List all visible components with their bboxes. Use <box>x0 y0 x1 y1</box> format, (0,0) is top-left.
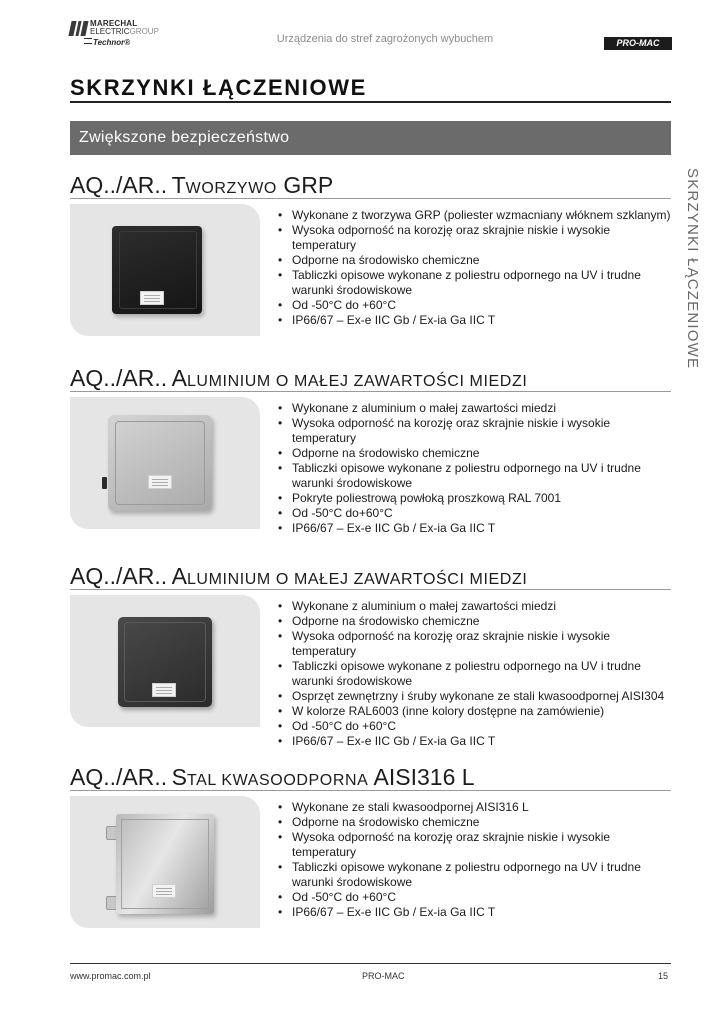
product-features <box>277 401 671 536</box>
page-number: 15 <box>658 971 669 981</box>
feature-item: • Wykonane z aluminium o małej zawartości miedzi <box>277 599 671 614</box>
feature-item: • IP66/67 – Ex-e IIC Gb / Ex-ia Ga IIC T <box>277 734 671 749</box>
product-features <box>277 208 671 328</box>
feature-item: • Tabliczki opisowe wykonane z poliestru odpornego na UV i trudne warunki środowiskowe <box>277 659 671 689</box>
feature-item: • IP66/67 – Ex-e IIC Gb / Ex-ia Ga IIC T <box>277 521 671 536</box>
label-plate-icon <box>152 884 176 898</box>
technor-mark-icon <box>84 38 92 44</box>
section-title: Zwiększone bezpieczeństwo <box>79 129 290 146</box>
footer-brand: PRO-MAC <box>362 971 405 981</box>
product-features <box>277 800 671 920</box>
label-plate-icon <box>148 475 172 489</box>
logo-line3 <box>84 38 130 47</box>
product-title-tail: GRP <box>276 172 334 198</box>
brand-badge: PRO-MAC <box>604 37 672 50</box>
cable-gland-icon <box>102 477 107 489</box>
feature-item: • Odporne na środowisko chemiczne <box>277 614 671 629</box>
feature-item: • Odporne na środowisko chemiczne <box>277 253 671 268</box>
feature-item: • W kolorze RAL6003 (inne kolory dostępne na zamówienie) <box>277 704 671 719</box>
feature-item: • Od -50°C do+60°C <box>277 506 671 521</box>
side-vertical-title: SKRZYNKI ŁĄCZENIOWE <box>684 168 701 370</box>
aluminium-enclosure-image <box>108 415 212 511</box>
product-title-rest: TAL KWASOODPORNA <box>186 772 369 789</box>
logo-line2-electric: ELECTRIC <box>90 27 130 36</box>
feature-item: • IP66/67 – Ex-e IIC Gb / Ex-ia Ga IIC T <box>277 905 671 920</box>
product-title-rest: LUMINIUM O MAŁEJ ZAWARTOŚCI MIEDZI <box>186 571 528 588</box>
feature-item: • Tabliczki opisowe wykonane z poliestru odpornego na UV i trudne warunki środowiskowe <box>277 268 671 298</box>
product-title-initial: A <box>171 365 187 391</box>
feature-item: • Wykonane z aluminium o małej zawartości miedzi <box>277 401 671 416</box>
feature-item: • Odporne na środowisko chemiczne <box>277 815 671 830</box>
feature-item: • Od -50°C do +60°C <box>277 719 671 734</box>
product-title-prefix: AQ../AR.. <box>70 563 168 589</box>
label-plate-icon <box>140 291 164 305</box>
product-title-initial: S <box>171 764 187 790</box>
product-title-tail: AISI316 L <box>368 764 475 790</box>
page-title: SKRZYNKI ŁĄCZENIOWE <box>70 75 367 100</box>
footer-website-link[interactable]: www.promac.com.pl <box>70 971 151 981</box>
footer-divider <box>70 963 671 964</box>
product-title-rest: LUMINIUM O MAŁEJ ZAWARTOŚCI MIEDZI <box>186 373 528 390</box>
dark-aluminium-enclosure-image <box>118 617 212 707</box>
label-plate-icon <box>152 683 176 697</box>
grp-enclosure-image <box>112 226 202 314</box>
feature-item: • Wysoka odporność na korozję oraz skrajnie niskie i wysokie temperatury <box>277 416 671 446</box>
product-image <box>70 397 260 529</box>
product-title-rule <box>70 391 671 392</box>
feature-item: • Osprzęt zewnętrzny i śruby wykonane ze stali kwasoodpornej AISI304 <box>277 689 671 704</box>
logo-line2-group: GROUP <box>129 27 159 36</box>
feature-item: • Wykonane z tworzywa GRP (poliester wzmacniany włóknem szklanym) <box>277 208 671 223</box>
feature-item: • IP66/67 – Ex-e IIC Gb / Ex-ia Ga IIC T <box>277 313 671 328</box>
feature-item: • Tabliczki opisowe wykonane z poliestru odpornego na UV i trudne warunki środowiskowe <box>277 461 671 491</box>
feature-item: • Od -50°C do +60°C <box>277 298 671 313</box>
title-divider <box>70 101 671 103</box>
logo-line2 <box>90 27 159 36</box>
product-title-rule <box>70 198 671 199</box>
product-title-initial: A <box>171 563 187 589</box>
stainless-enclosure-image <box>116 814 214 914</box>
product-image <box>70 796 260 928</box>
product-title-initial: T <box>171 172 186 198</box>
product-title-prefix: AQ../AR.. <box>70 172 168 198</box>
product-title-rule <box>70 790 671 791</box>
product-title-prefix: AQ../AR.. <box>70 365 168 391</box>
logo-registered: ® <box>124 38 131 47</box>
section-header <box>70 121 671 155</box>
feature-item: • Wykonane ze stali kwasoodpornej AISI316 L <box>277 800 671 815</box>
feature-item: • Wysoka odporność na korozję oraz skrajnie niskie i wysokie temperatury <box>277 830 671 860</box>
feature-item: • Wysoka odporność na korozję oraz skrajnie niskie i wysokie temperatury <box>277 629 671 659</box>
product-title-rest: WORZYWO <box>185 180 277 197</box>
feature-item: • Odporne na środowisko chemiczne <box>277 446 671 461</box>
product-image <box>70 595 260 727</box>
header-title: Urządzenia do stref zagrożonych wybuchem <box>276 33 494 45</box>
product-image <box>70 204 260 336</box>
feature-item: • Od -50°C do +60°C <box>277 890 671 905</box>
logo-technor: Technor <box>93 38 125 47</box>
logo-line1: MARECHAL <box>90 19 138 28</box>
feature-item: • Tabliczki opisowe wykonane z poliestru odpornego na UV i trudne warunki środowiskowe <box>277 860 671 890</box>
feature-item: • Pokryte poliestrową powłoką proszkową RAL 7001 <box>277 491 671 506</box>
feature-item: • Wysoka odporność na korozję oraz skrajnie niskie i wysokie temperatury <box>277 223 671 253</box>
product-features <box>277 599 671 749</box>
product-title-prefix: AQ../AR.. <box>70 764 168 790</box>
product-title-rule <box>70 589 671 590</box>
logo-mark-icon <box>68 21 88 36</box>
company-logo <box>70 19 170 51</box>
